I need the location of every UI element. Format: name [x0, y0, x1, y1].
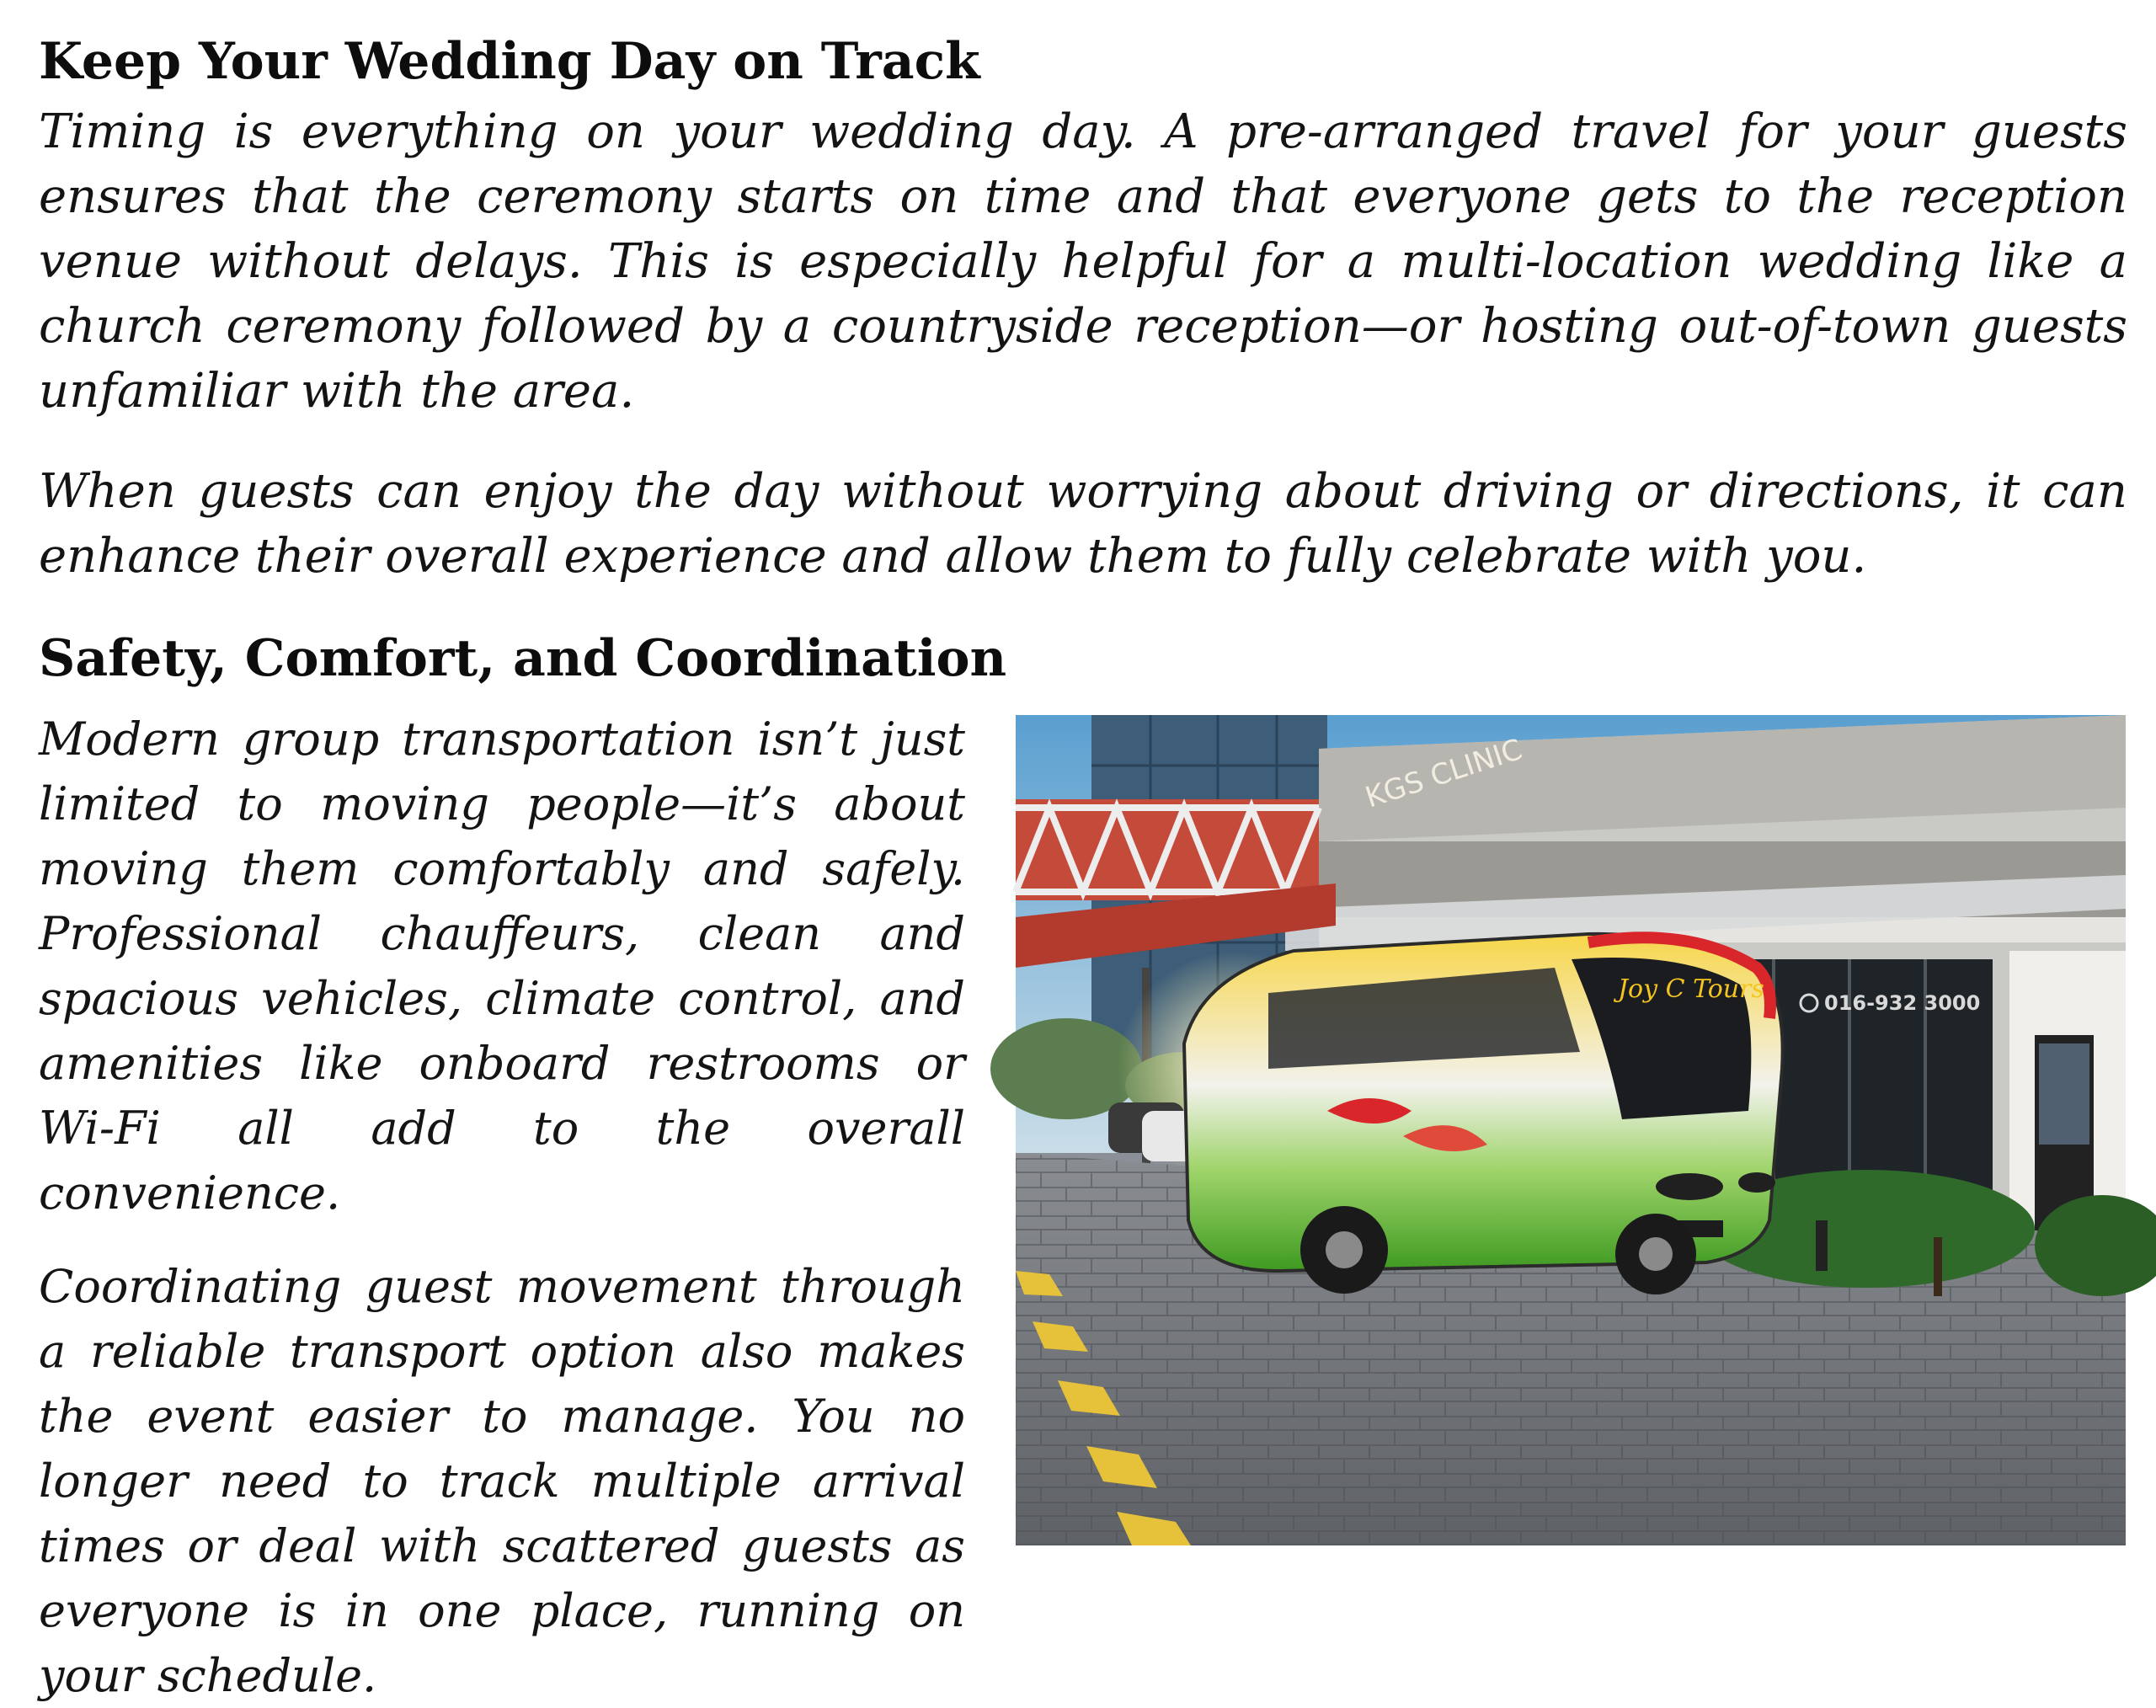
- paragraph-guests-enjoy: When guests can enjoy the day without worrying about driving or directions, it can enhance their overall experience and allow them to fully celebrate with you.: [39, 464, 2127, 584]
- section-heading-safety-comfort: Safety, Comfort, and Coordination: [39, 629, 1007, 688]
- article-page: [39, 25, 2127, 1702]
- section2-text-column: [39, 707, 965, 1708]
- bus-photo: [1016, 715, 2126, 1545]
- bus-photo-illustration: [1016, 715, 2126, 1545]
- bus-brand: Joy C Tours: [1618, 974, 1764, 1004]
- paragraph-group-transport: Modern group transportation isn’t just limited to moving people—it’s about moving them comfortably and safely. Professional chauffeurs, clean and spacious vehicles, climate control, and amenities like onboard restrooms or Wi-Fi all add to the overall convenience.: [39, 713, 965, 1220]
- paragraph-timing: Timing is everything on your wedding day. A pre-arranged travel for your guests ensures that the ceremony starts on time and that everyone gets to the reception venue without delays. This is especially helpful for a multi-location wedding like a church ceremony followed by a countryside reception—or hosting out-of-town guests unfamiliar with the area.: [39, 104, 2127, 419]
- phone-sign: 016-932 3000: [1824, 991, 1981, 1015]
- paragraph-coordinating: Coordinating guest movement through a reliable transport option also makes the event easier to manage. You no longer need to track multiple arrival times or deal with scattered guests as everyone is in one place, running on your schedule.: [39, 1260, 965, 1702]
- clinic-sign: KGS CLINIC: [1361, 732, 1527, 815]
- section2-content: [39, 707, 2127, 1702]
- bus-icon: [1184, 934, 1783, 1294]
- section-heading-keep-on-track: Keep Your Wedding Day on Track: [39, 32, 980, 91]
